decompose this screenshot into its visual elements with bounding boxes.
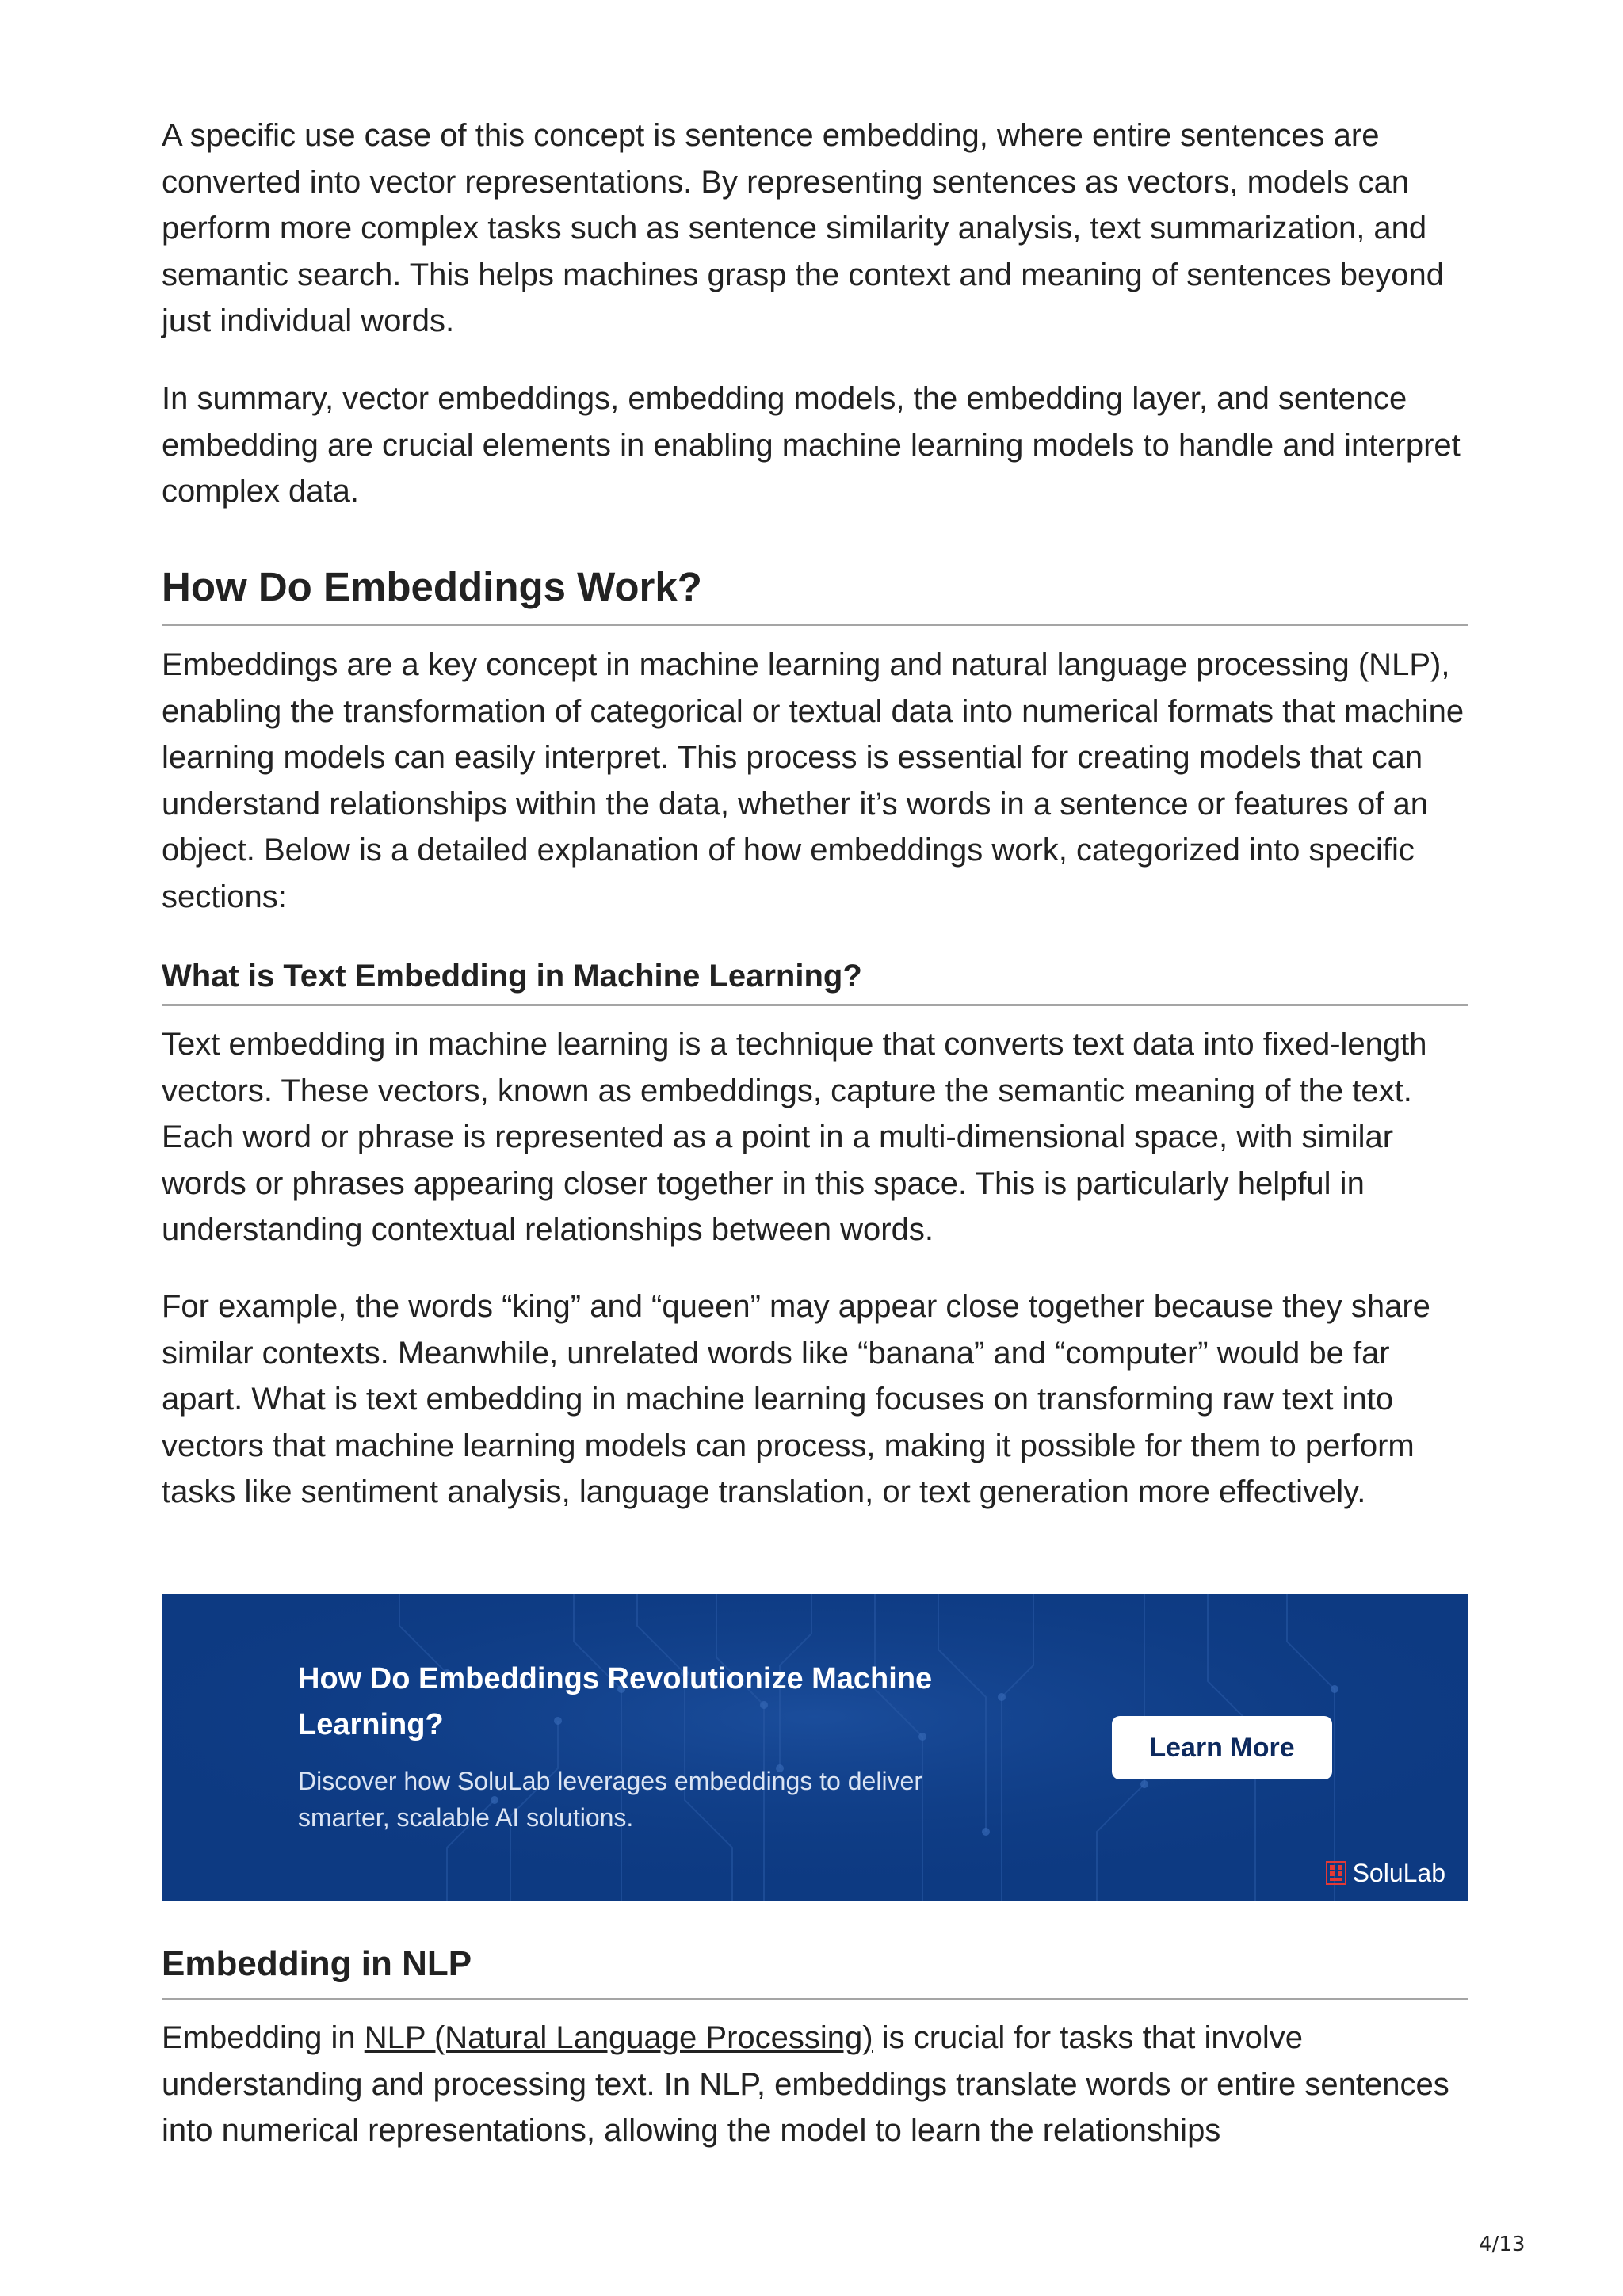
heading-embedding-in-nlp: Embedding in NLP [162, 1944, 472, 1983]
heading-how-embeddings-work: How Do Embeddings Work? [162, 564, 702, 609]
paragraph-sentence-embedding: A specific use case of this concept is sentence embedding, where entire sentences are converted into vector representations. By representing sentences as vectors, models can perform more complex tasks such as sentence similarity analysis, text summarization, and semantic search. This helps machines grasp the context and meaning of sentences beyond just individual words. [162, 118, 1444, 338]
page-number: 4/13 [1479, 2233, 1526, 2256]
promo-banner[interactable] [162, 1594, 1468, 1901]
paragraph-example: For example, the words “king” and “queen” may appear close together because they share similar contexts. Meanwhile, unrelated words like “banana” and “computer” would be far apart. What is text embedding in machine learning focuses on transforming raw text into vectors that machine learning models can process, making it possible for them to perform tasks like sentiment analysis, language translation, or text generation more effectively. [162, 1289, 1430, 1509]
solulab-logo [1326, 1859, 1445, 1887]
paragraph-text-embedding: Text embedding in machine learning is a technique that converts text data into fixed-length vectors. These vectors, known as embeddings, capture the semantic meaning of the text. Each word or phrase is represented as a point in a multi-dimensional space, with similar words or phrases appearing closer together in this space. This is particularly helpful in understanding contextual relationships between words. [162, 1027, 1427, 1247]
brand-name: SoluLab [1352, 1859, 1445, 1887]
heading-divider [162, 1998, 1468, 2000]
banner-title: How Do Embeddings Revolutionize Machine Learning? [298, 1662, 933, 1741]
heading-divider [162, 624, 1468, 626]
paragraph-embeddings-intro: Embeddings are a key concept in machine learning and natural language processing (NLP), enabling the transformation of categorical or textual data into numerical formats that machine learning models can easily interpret. This process is essential for creating models that can understand relationships within the data, whether it’s words in a sentence or features of an object. Below is a detailed explanation of how embeddings work, categorized into specific sections: [162, 647, 1465, 914]
paragraph-text: is crucial for tasks that involve understanding and processing text. In NLP, embeddings translate words or entire sentences into numerical representations, allowing the model to learn the relationships [162, 2020, 1449, 2148]
paragraph-text: Embedding in [162, 2020, 365, 2055]
banner-description: Discover how SoluLab leverages embeddings to deliver smarter, scalable AI solutions. [298, 1767, 922, 1832]
paragraph-embedding-nlp [162, 2015, 1468, 2154]
heading-text-embedding: What is Text Embedding in Machine Learning? [162, 959, 862, 994]
heading-divider [162, 1004, 1468, 1006]
learn-more-button[interactable]: Learn More [1112, 1716, 1332, 1779]
paragraph-summary: In summary, vector embeddings, embedding models, the embedding layer, and sentence embedding are crucial elements in enabling machine learning models to handle and interpret complex data. [162, 381, 1461, 509]
nlp-link[interactable]: NLP (Natural Language Processing) [364, 2020, 873, 2055]
solulab-logo-icon [1326, 1861, 1346, 1885]
